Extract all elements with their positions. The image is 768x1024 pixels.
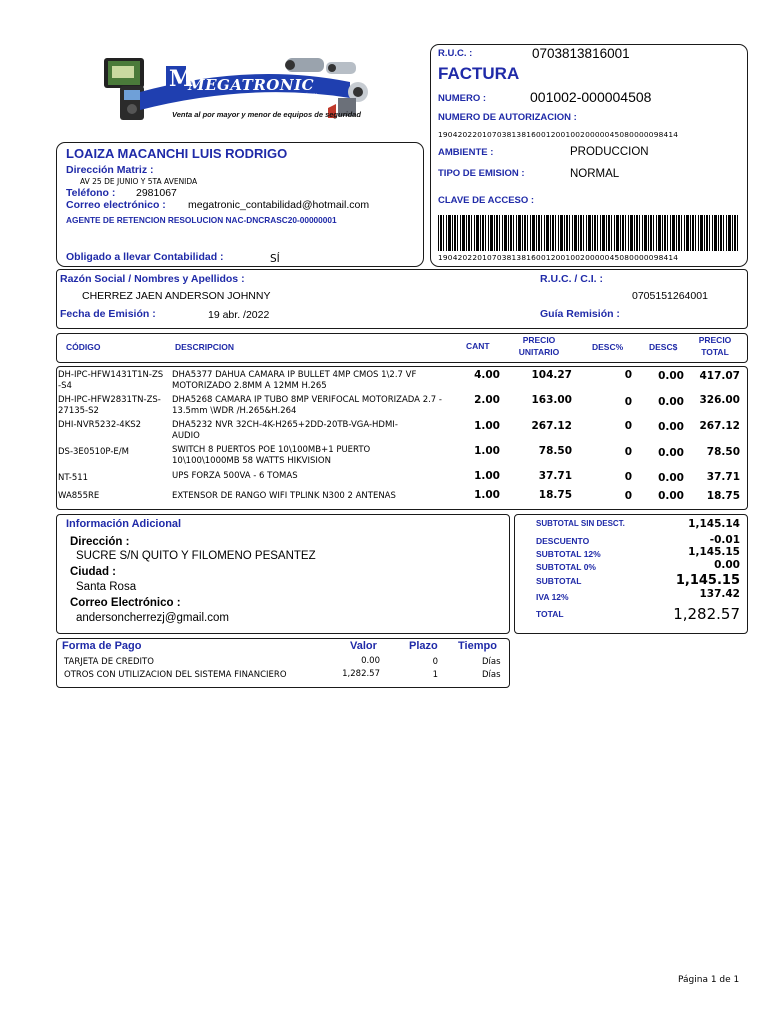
table-row (58, 368, 744, 394)
row-desc-amt: 0.00 (658, 370, 684, 382)
customer-ruc-label: R.U.C. / C.I. : (540, 273, 603, 285)
additional-direccion: SUCRE S/N QUITO Y FILOMENO PESANTEZ (76, 550, 316, 562)
payment-valor-header: Valor (350, 640, 377, 652)
logo-tag-security: SEGURIDAD Y VIGILANCIA (228, 94, 280, 99)
total-label-subtotal-sin-desc: SUBTOTAL SIN DESCT. (536, 519, 625, 528)
row-cant: 2.00 (474, 394, 500, 406)
row-descripcion: EXTENSOR DE RANGO WIFI TPLINK N300 2 ANTENAS (172, 491, 396, 501)
row-total: 267.12 (699, 420, 740, 432)
table-row (58, 489, 744, 507)
row-descripcion: UPS FORZA 500VA - 6 TOMAS (172, 471, 298, 481)
payment-tiempo: Días (482, 657, 501, 667)
row-desc-pct: 0 (624, 396, 632, 408)
items-body (58, 368, 744, 506)
row-codigo: DS-3E0510P-E/M (58, 447, 129, 457)
ambiente-label: AMBIENTE : (438, 147, 494, 158)
table-row (58, 420, 744, 446)
emision-value: NORMAL (570, 168, 620, 180)
invoice-title: FACTURA (438, 64, 520, 83)
items-header-box (56, 333, 748, 363)
logo-tag-electronics: ELECTRÓNICA (290, 93, 319, 98)
payment-tiempo-header: Tiempo (458, 640, 497, 652)
emision-label: TIPO DE EMISION : (438, 168, 525, 179)
razon-label: Razón Social / Nombres y Apellidos : (60, 273, 245, 285)
payment-row (62, 657, 502, 669)
col-desc-amt: DESC$ (649, 342, 678, 352)
accounting-value: SÍ (270, 253, 280, 265)
payment-row (62, 670, 502, 682)
logo-brand: MEGATRONIC (188, 76, 315, 94)
row-precio: 104.27 (531, 369, 572, 381)
total-value-descuento: -0.01 (709, 534, 740, 546)
row-total: 78.50 (706, 446, 740, 458)
total-value-subtotal-sin-desc: 1,145.14 (688, 518, 740, 530)
col-desc-pct: DESC% (592, 342, 624, 352)
authorization-label: NUMERO DE AUTORIZACION : (438, 112, 577, 123)
fecha-value: 19 abr. /2022 (208, 309, 270, 321)
access-key-barcode (438, 215, 740, 251)
payment-valor: 1,282.57 (342, 669, 380, 679)
row-total: 326.00 (699, 394, 740, 406)
payment-valor: 0.00 (361, 656, 380, 666)
row-desc-amt: 0.00 (658, 396, 684, 408)
row-codigo: NT-511 (58, 473, 89, 483)
additional-ciudad-label: Ciudad : (70, 566, 116, 578)
invoice-numero-label: NUMERO : (438, 93, 487, 104)
total-label-subtotal: SUBTOTAL (536, 576, 582, 586)
matriz-label: Dirección Matriz : (66, 164, 154, 176)
invoice-ruc: 0703813816001 (532, 46, 630, 61)
row-total: 417.07 (699, 370, 740, 382)
table-row (58, 394, 744, 420)
row-desc-pct: 0 (624, 490, 632, 502)
total-value-subtotal-0: 0.00 (714, 559, 740, 571)
payment-plazo: 0 (432, 657, 438, 667)
row-desc-amt: 0.00 (658, 447, 684, 459)
logo-slogan: Venta al por mayor y menor de equipos de seguridad (172, 110, 361, 119)
row-codigo: WA855RE (58, 491, 100, 501)
additional-direccion-label: Dirección : (70, 536, 130, 548)
authorization-number: 1904202201070381381600120010020000045080000098414 (438, 130, 679, 139)
additional-correo: andersoncherrezj@gmail.com (76, 612, 229, 624)
row-total: 18.75 (706, 490, 740, 502)
row-desc-pct: 0 (624, 446, 632, 458)
email-label: Correo electrónico : (66, 199, 166, 211)
payment-tiempo: Días (482, 670, 501, 680)
total-label-total: TOTAL (536, 609, 564, 619)
phone-label: Teléfono : (66, 187, 116, 199)
row-precio: 267.12 (531, 420, 572, 432)
col-precio-unitario: PRECIO UNITARIO (518, 335, 560, 357)
row-total: 37.71 (706, 471, 740, 483)
row-codigo: DHI-NVR5232-4KS2 (58, 420, 142, 430)
row-desc-amt: 0.00 (658, 490, 684, 502)
retention-agent: AGENTE DE RETENCION RESOLUCION NAC-DNCRASC20-00000001 (66, 215, 337, 225)
svg-text:M: M (169, 66, 194, 92)
total-value-total: 1,282.57 (673, 605, 740, 623)
row-descripcion: SWITCH 8 PUERTOS POE 10\100MB+1 PUERTO 10\100\1000MB 58 WATTS HIKVISION (172, 445, 371, 466)
additional-title: Información Adicional (66, 518, 182, 530)
row-desc-pct: 0 (624, 471, 632, 483)
total-value-iva: 137.42 (699, 588, 740, 600)
payment-plazo: 1 (432, 670, 438, 680)
row-desc-amt: 0.00 (658, 472, 684, 484)
issuer-name: LOAIZA MACANCHI LUIS RODRIGO (66, 146, 288, 161)
additional-ciudad: Santa Rosa (76, 581, 137, 593)
row-cant: 1.00 (474, 489, 500, 501)
row-precio: 163.00 (531, 394, 572, 406)
row-precio: 78.50 (538, 445, 572, 457)
row-descripcion: DHA5232 NVR 32CH-4K-H265+2DD-20TB-VGA-HDMI-AUDIO (172, 420, 398, 441)
page-number: Página 1 de 1 (678, 975, 740, 985)
invoice-ruc-label: R.U.C. : (438, 48, 473, 59)
ambiente-value: PRODUCCION (570, 146, 649, 158)
payment-forma: OTROS CON UTILIZACION DEL SISTEMA FINANCIERO (64, 670, 287, 680)
totals-list (520, 516, 742, 630)
customer-name: CHERREZ JAEN ANDERSON JOHNNY (82, 290, 271, 302)
table-row (58, 471, 744, 489)
total-label-subtotal-0: SUBTOTAL 0% (536, 562, 596, 572)
accounting-label: Obligado a llevar Contabilidad : (66, 251, 224, 263)
row-cant: 1.00 (474, 420, 500, 432)
access-key-number: 1904202201070381381600120010020000045080000098414 (438, 253, 679, 262)
col-descripcion: DESCRIPCION (175, 342, 235, 352)
total-label-subtotal-12: SUBTOTAL 12% (536, 549, 601, 559)
row-desc-pct: 0 (624, 369, 632, 381)
row-precio: 37.71 (538, 470, 572, 482)
row-precio: 18.75 (538, 489, 572, 501)
row-desc-pct: 0 (624, 420, 632, 432)
row-cant: 4.00 (474, 369, 500, 381)
guia-label: Guía Remisión : (540, 308, 620, 320)
fecha-label: Fecha de Emisión : (60, 308, 156, 320)
total-value-subtotal-12: 1,145.15 (688, 546, 740, 558)
company-logo (100, 52, 380, 126)
clave-label: CLAVE DE ACCESO : (438, 195, 535, 206)
col-precio-total: PRECIO TOTAL (698, 335, 732, 357)
issuer-phone: 2981067 (136, 187, 177, 199)
row-cant: 1.00 (474, 445, 500, 457)
total-label-descuento: DESCUENTO (536, 536, 590, 546)
row-desc-amt: 0.00 (658, 421, 684, 433)
payment-forma-header: Forma de Pago (62, 640, 142, 652)
issuer-email: megatronic_contabilidad@hotmail.com (188, 199, 370, 211)
row-descripcion: DHA5377 DAHUA CAMARA IP BULLET 4MP CMOS 1\2.7 VF MOTORIZADO 2.8MM A 12MM H.265 (172, 370, 417, 391)
row-cant: 1.00 (474, 470, 500, 482)
row-codigo: DH-IPC-HFW1431T1N-ZS-S4 (58, 370, 164, 391)
col-codigo: CÓDIGO (66, 342, 101, 352)
payment-forma: TARJETA DE CREDITO (64, 657, 154, 667)
invoice-numero: 001002-000004508 (530, 89, 652, 105)
additional-correo-label: Correo Electrónico : (70, 597, 181, 609)
row-descripcion: DHA5268 CAMARA IP TUBO 8MP VERIFOCAL MOTORIZADA 2.7 - 13.5mm \WDR /H.265&H.264 (172, 395, 442, 416)
total-label-iva: IVA 12% (536, 592, 569, 602)
customer-ruc: 0705151264001 (632, 290, 708, 302)
payment-plazo-header: Plazo (409, 640, 438, 652)
col-cant: CANT (466, 341, 490, 351)
matriz-address: AV 25 DE JUNIO Y 5TA AVENIDA (80, 177, 198, 186)
total-value-subtotal: 1,145.15 (675, 573, 740, 588)
row-codigo: DH-IPC-HFW2831TN-ZS-27135-S2 (58, 395, 161, 416)
